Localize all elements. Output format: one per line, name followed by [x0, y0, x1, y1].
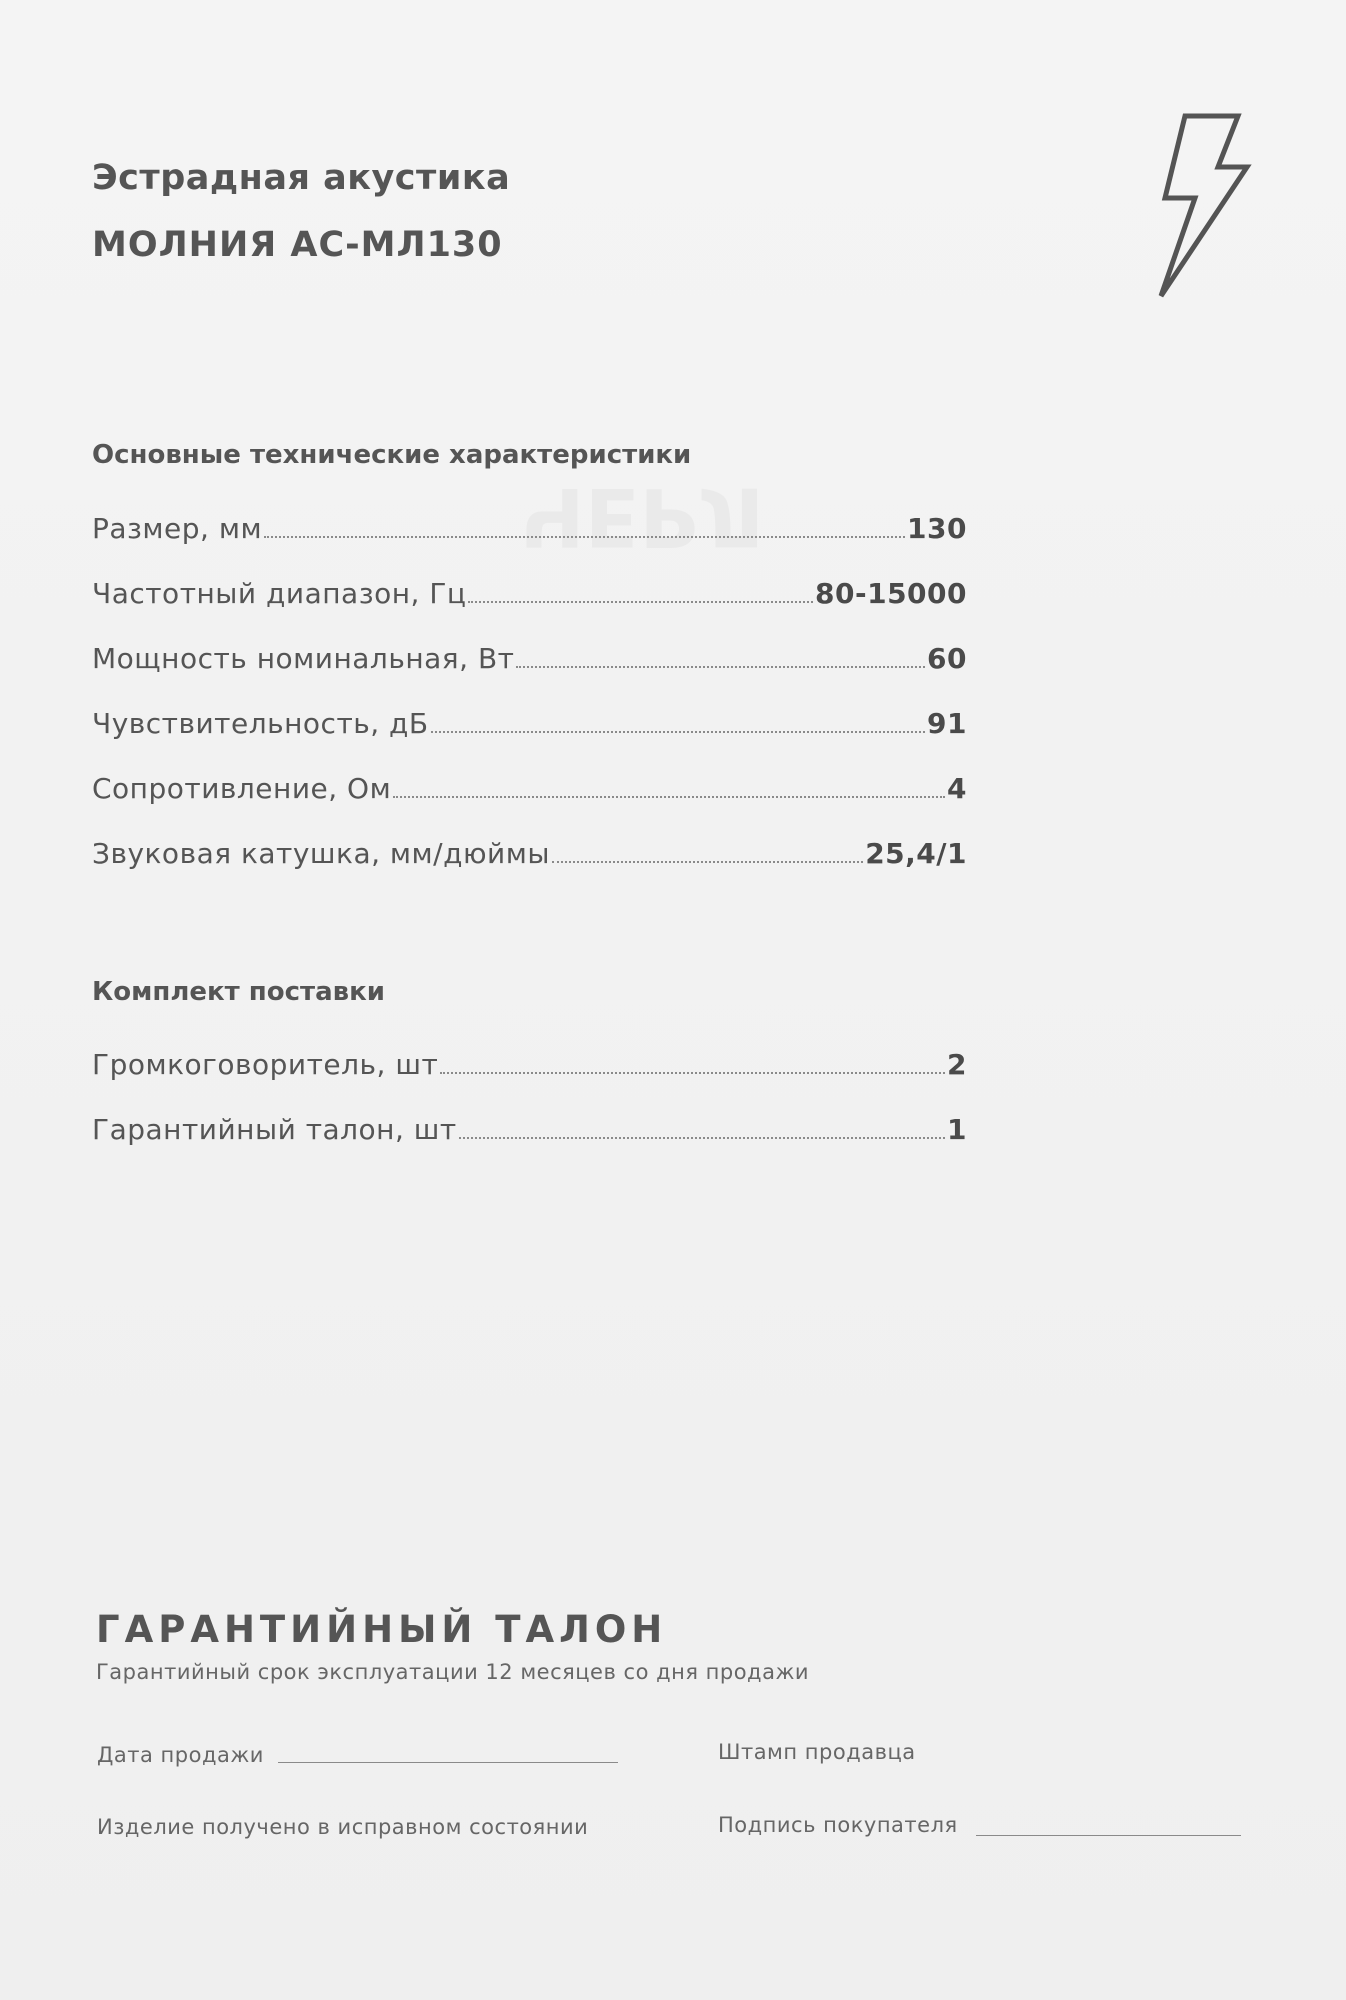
- spec-row-size: [92, 512, 967, 545]
- spec-label: Частотный диапазон, Гц: [92, 577, 467, 610]
- show-through-watermark: ЧЕРЛ: [520, 470, 765, 563]
- spec-row-power: [92, 642, 967, 675]
- specs-heading: Основные технические характеристики: [92, 440, 692, 470]
- package-label: Гарантийный талон, шт: [92, 1113, 457, 1146]
- lightning-bolt-icon: [1155, 112, 1255, 302]
- warranty-subtitle: Гарантийный срок эксплуатации 12 месяцев со дня продажи: [96, 1660, 810, 1684]
- package-value: 1: [947, 1113, 967, 1146]
- spec-value: 60: [927, 642, 967, 675]
- package-row-speaker: [92, 1048, 967, 1081]
- leader-dots: [264, 535, 905, 538]
- leader-dots: [516, 665, 925, 668]
- spec-value: 91: [927, 707, 967, 740]
- package-value: 2: [947, 1048, 967, 1081]
- seller-stamp-label: Штамп продавца: [718, 1740, 916, 1764]
- product-category-title: Эстрадная акустика: [92, 158, 511, 198]
- sale-date-line: [278, 1762, 618, 1763]
- spec-label: Сопротивление, Ом: [92, 772, 392, 805]
- leader-dots: [440, 1071, 945, 1074]
- buyer-signature-line: [976, 1835, 1241, 1836]
- received-ok-label: Изделие получено в исправном состоянии: [97, 1815, 589, 1839]
- spec-label: Звуковая катушка, мм/дюймы: [92, 837, 550, 870]
- package-heading: Комплект поставки: [92, 977, 385, 1007]
- spec-row-voice-coil: [92, 837, 967, 870]
- leader-dots: [431, 730, 925, 733]
- spec-row-impedance: [92, 772, 967, 805]
- leader-dots: [459, 1136, 945, 1139]
- spec-value: 4: [947, 772, 967, 805]
- spec-value: 25,4/1: [865, 837, 967, 870]
- warranty-title: ГАРАНТИЙНЫЙ ТАЛОН: [96, 1608, 668, 1651]
- buyer-signature-label: Подпись покупателя: [718, 1813, 958, 1837]
- spec-value: 130: [907, 512, 967, 545]
- spec-row-sensitivity: [92, 707, 967, 740]
- package-row-warranty-card: [92, 1113, 967, 1146]
- spec-label: Размер, мм: [92, 512, 263, 545]
- spec-label: Мощность номинальная, Вт: [92, 642, 515, 675]
- spec-value: 80-15000: [815, 577, 967, 610]
- product-model-title: МОЛНИЯ АС-МЛ130: [92, 225, 503, 265]
- sale-date-label: Дата продажи: [97, 1743, 264, 1767]
- spec-row-frequency: [92, 577, 967, 610]
- leader-dots: [393, 795, 945, 798]
- leader-dots: [468, 600, 813, 603]
- leader-dots: [552, 860, 863, 863]
- spec-label: Чувствительность, дБ: [92, 707, 429, 740]
- package-label: Громкоговоритель, шт: [92, 1048, 439, 1081]
